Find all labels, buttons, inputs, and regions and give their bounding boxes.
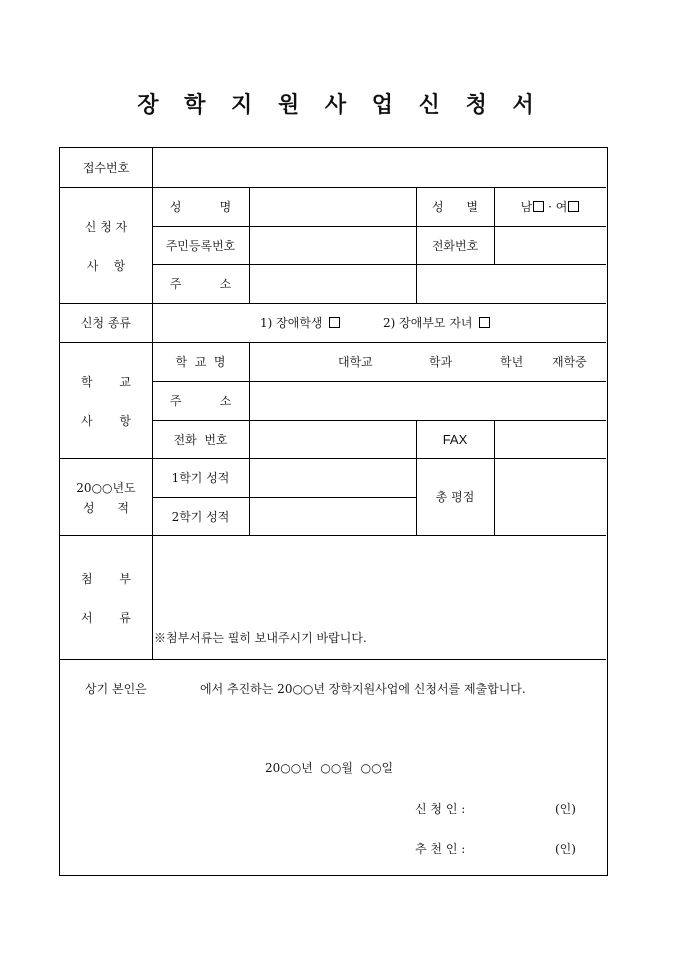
attach-label-2: 서 류 <box>81 611 131 625</box>
fax-label: FAX <box>442 432 468 447</box>
school-name-label: 학 교 명 <box>175 355 226 369</box>
application-form <box>59 147 608 876</box>
fax-field[interactable] <box>495 421 605 458</box>
receipt-no-field[interactable] <box>153 149 605 187</box>
resident-no-label: 주민등록번호 <box>165 239 236 253</box>
year-grade-label-1: 20○○년도 <box>76 481 136 495</box>
school-address-label: 주 소 <box>169 394 232 408</box>
gpa-label: 총 평점 <box>435 490 475 504</box>
applicant-label-2: 사 항 <box>86 259 126 273</box>
school-address-field[interactable] <box>250 382 605 420</box>
page-title: 장 학 지 원 사 업 신 청 서 <box>137 92 543 118</box>
row-divider <box>60 342 606 343</box>
resident-no-field[interactable] <box>250 227 416 264</box>
row-divider <box>60 659 606 660</box>
address-field[interactable] <box>250 265 605 303</box>
row-divider <box>60 535 606 536</box>
applicant-sign-label: 신 청 인 : <box>415 802 466 816</box>
grade-label: 학년 <box>500 355 524 369</box>
date-line: 20○○년 ○○월 ○○일 <box>265 761 394 775</box>
name-field[interactable] <box>250 188 416 226</box>
sem1-field[interactable] <box>250 459 416 497</box>
attach-note: ※첨부서류는 필히 보내주시기 바랍니다. <box>154 631 367 645</box>
apply-type-option-1-label: 1) 장애학생 <box>260 316 323 330</box>
name-label: 성 명 <box>169 200 232 214</box>
apply-type-option-1-checkbox[interactable] <box>329 317 340 328</box>
row-divider <box>60 303 606 304</box>
gender-dot: · <box>548 200 552 214</box>
gender-male-checkbox[interactable] <box>533 201 544 212</box>
gpa-field[interactable] <box>495 459 605 535</box>
year-grade-label-2: 성 적 <box>82 501 130 515</box>
statement-prefix: 상기 본인은 <box>85 682 147 696</box>
school-label-1: 학 교 <box>81 375 131 389</box>
recommender-seal: (인) <box>555 842 576 856</box>
gender-male-label: 남 <box>520 200 533 214</box>
sem2-label: 2학기 성적 <box>171 510 230 524</box>
apply-type-option-1 <box>260 316 340 330</box>
gender-label: 성 별 <box>431 200 479 214</box>
phone-field[interactable] <box>495 227 605 264</box>
applicant-label-1: 신 청 자 <box>84 220 128 234</box>
apply-type-option-2-label: 2) 장애부모 자녀 <box>383 316 473 330</box>
apply-type-label: 신청 종류 <box>80 316 132 330</box>
receipt-no-label: 접수번호 <box>82 161 130 175</box>
sem2-field[interactable] <box>250 498 416 535</box>
apply-type-option-2 <box>383 316 490 330</box>
enrolled-label: 재학중 <box>552 355 587 369</box>
school-phone-field[interactable] <box>250 421 416 458</box>
apply-type-option-2-checkbox[interactable] <box>479 317 490 328</box>
department-label: 학과 <box>429 355 453 369</box>
university-label: 대학교 <box>338 355 373 369</box>
school-phone-label: 전화 번호 <box>173 433 228 447</box>
attach-label-1: 첨 부 <box>81 572 131 586</box>
statement-body: 에서 추진하는 20○○년 장학지원사업에 신청서를 제출합니다. <box>200 682 526 696</box>
applicant-seal: (인) <box>555 802 576 816</box>
address-label: 주 소 <box>169 277 232 291</box>
school-label-2: 사 항 <box>81 414 131 428</box>
phone-label: 전화번호 <box>431 239 479 253</box>
recommender-sign-label: 추 천 인 : <box>415 842 466 856</box>
gender-female-checkbox[interactable] <box>568 201 579 212</box>
sem1-label: 1학기 성적 <box>171 471 230 485</box>
gender-options <box>494 200 606 214</box>
gender-female-label: 여 <box>555 200 568 214</box>
